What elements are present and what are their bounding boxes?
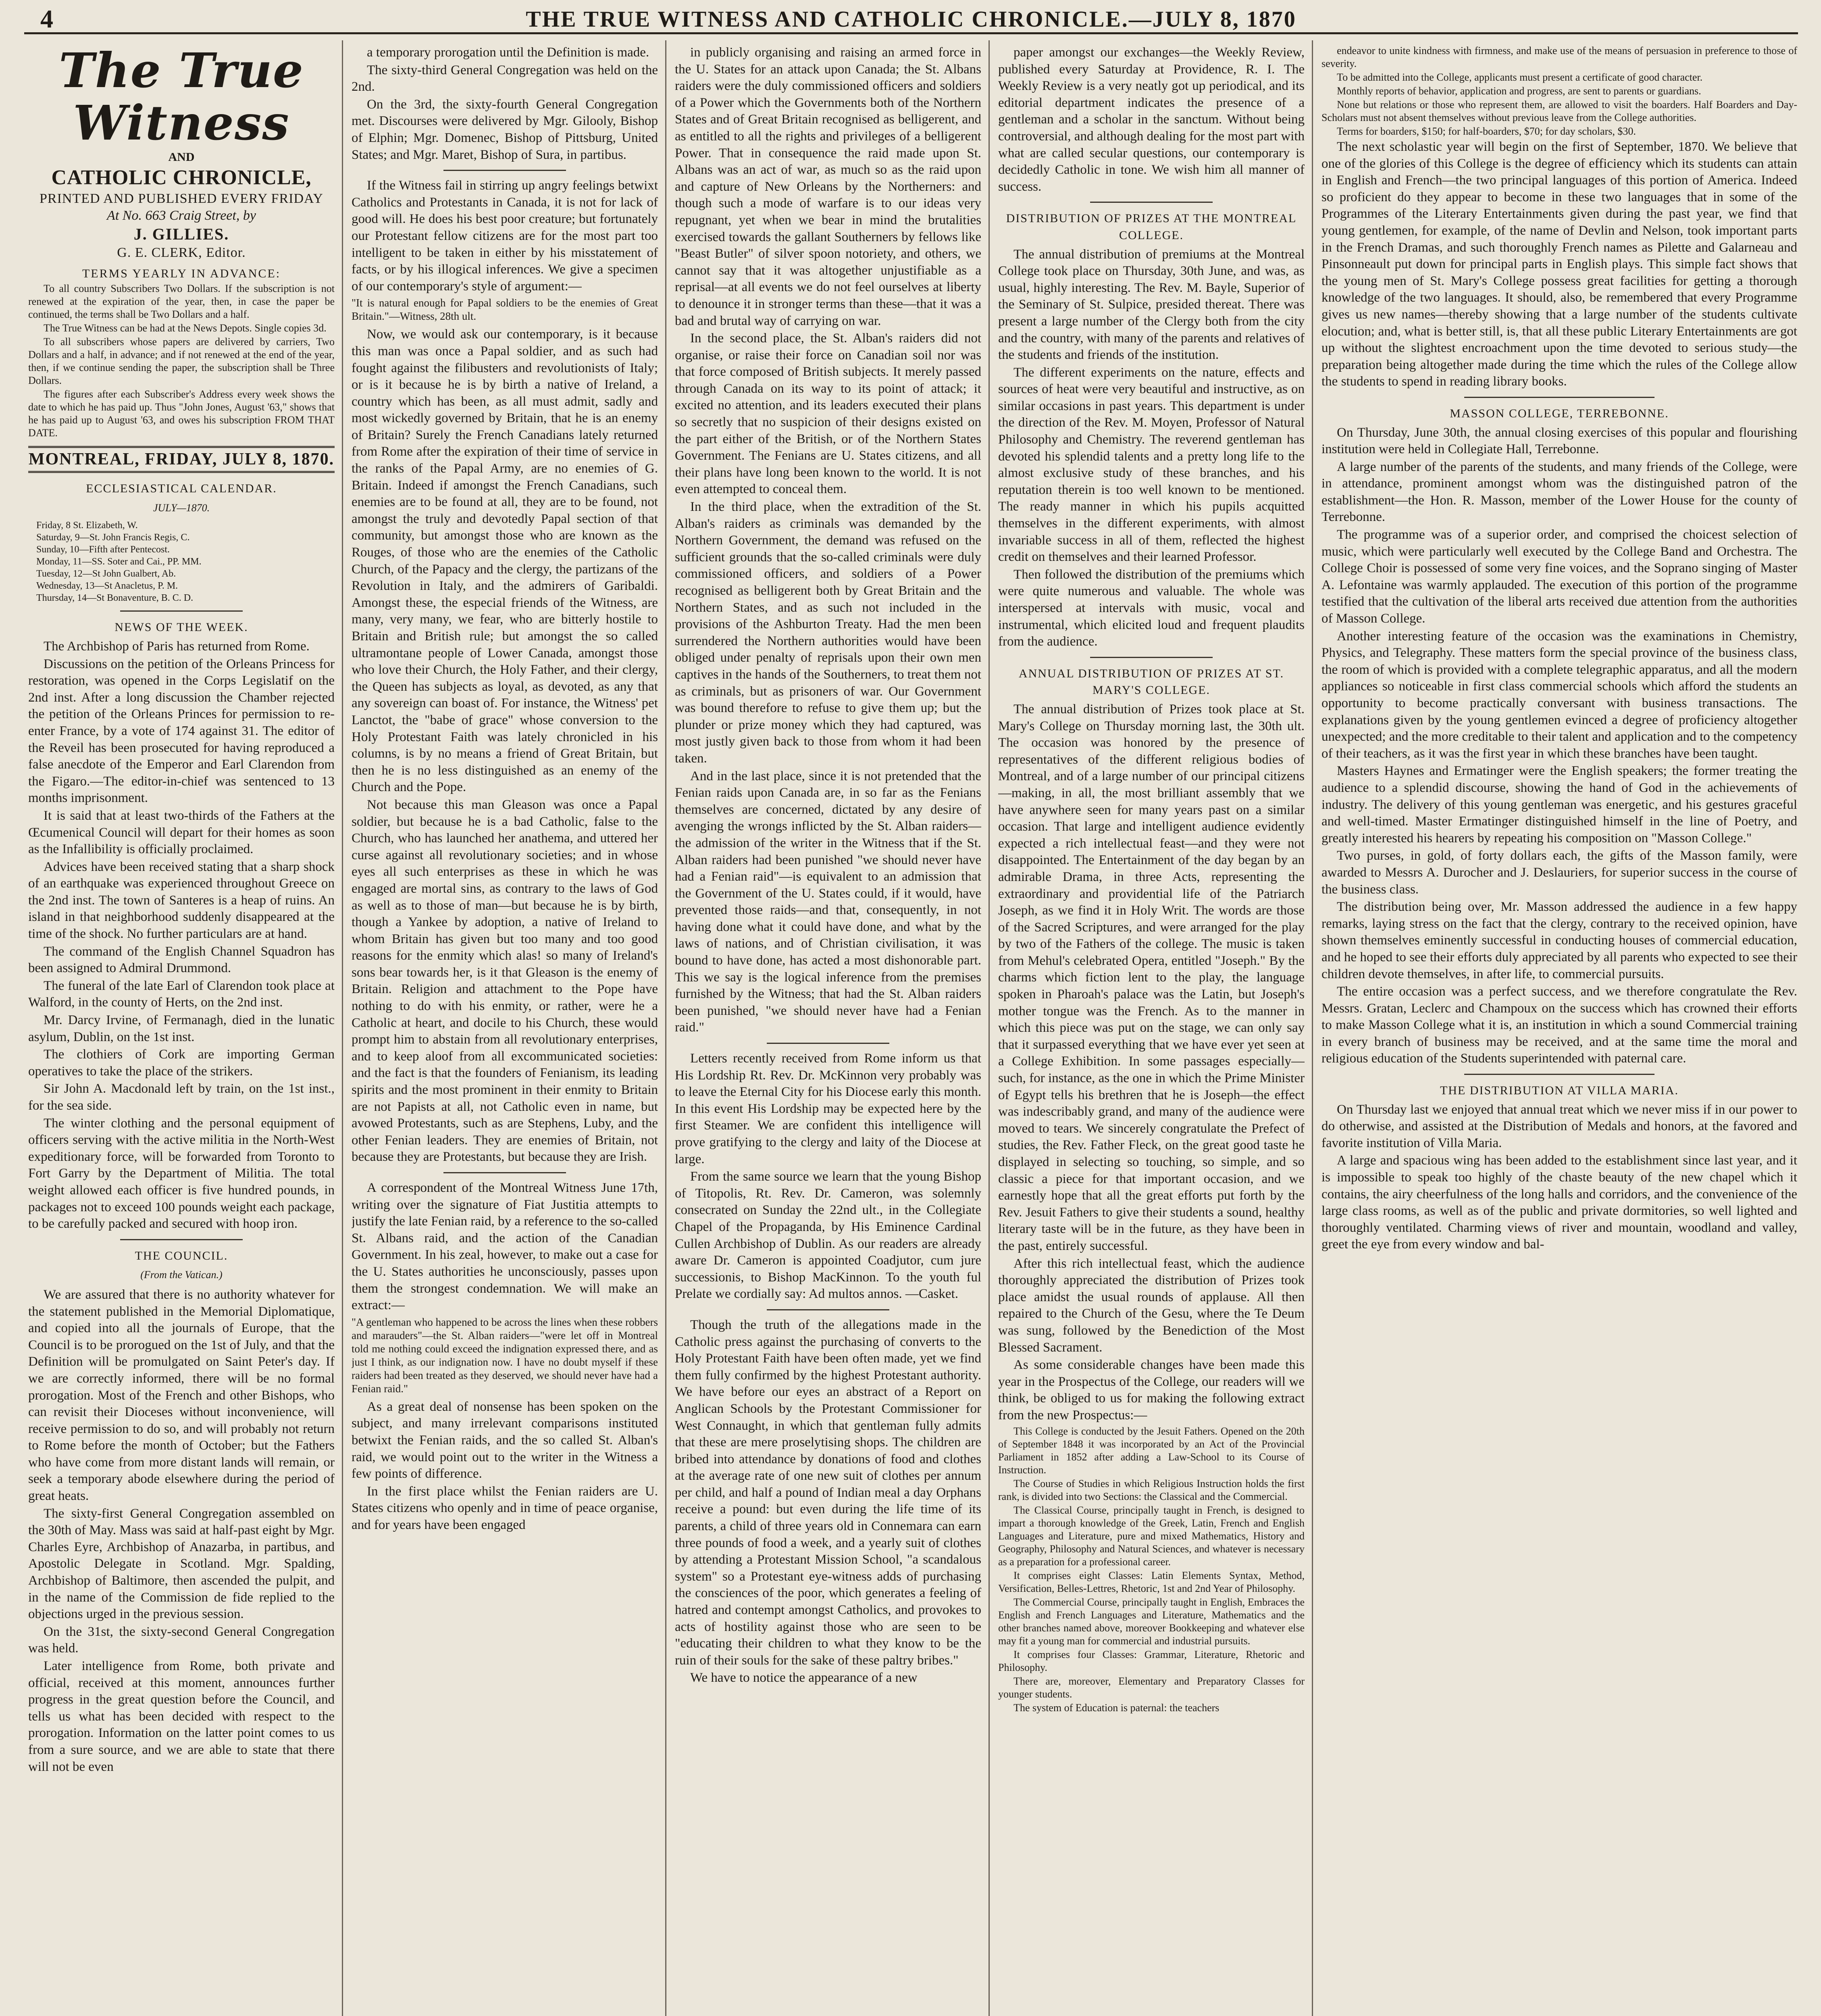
witness-quote: "It is natural enough for Papal soldiers to be the enemies of Great Britain."—Witness, 28th ult. xyxy=(352,297,658,323)
terms-paragraph: To all subscribers whose papers are delivered by carriers, Two Dollars and a half, in advance; and if not renewed at the end of the year, then, if we continue sending the paper, the subscription shall be Three Dollars. xyxy=(28,335,335,386)
editor-line: G. E. CLERK, Editor. xyxy=(117,245,246,260)
article-paragraph: Not because this man Gleason was once a Papal soldier, but because he is a bad Catholic, false to the Church, who has launched her anathema, and uttered her curse against all revolutionary societies; and in whose eyes all such enterprises as these in which he was engaged are mortal sins, as contrary to the laws of God as well as to those of man—but because he is by birth, though a Yankee by adoption, a native of Ireland to whom Britain has given but too many and too good reasons for the enmity which alas! so many of Ireland's sons bear towards her, is it that Gleason is the enemy of Britain. Religion and attachment to the Pope have nothing to do with his enmity, or rather, were he a Catholic at heart, and docile to his Church, these would prompt him to abstain from all revolutionary enterprises, and to keep aloof from all excommunicated societies: and the fact is that the founders of Fenianism, its leading spirits and the most prominent in their enmity to Britain are not Papists at all, not Catholic even in name, but avowed Protestants, such as are Stephens, Luby, and the other Fenian leaders. They are enemies of Britain, not because they are Protestants, but because they are Irish. xyxy=(352,797,658,1164)
article-paragraph: On Thursday, June 30th, the annual closing exercises of this popular and flourishing institution were held in Collegiate Hall, Terrebonne. xyxy=(1322,425,1797,457)
divider xyxy=(1464,397,1655,398)
prospectus-paragraph: There are, moreover, Elementary and Preparatory Classes for younger students. xyxy=(998,1675,1305,1700)
calendar-entry: Sunday, 10—Fifth after Pentecost. xyxy=(36,544,170,555)
prospectus-paragraph: The system of Education is paternal: the teachers xyxy=(1014,1702,1220,1714)
terms-paragraph: The figures after each Subscriber's Address every week shows the date to which he has paid up. Thus "John Jones, August '63," shows that he has paid up to August '63, and owes his subscription FROM THAT DATE. xyxy=(28,388,335,439)
villa-maria-heading: THE DISTRIBUTION AT VILLA MARIA. xyxy=(1440,1084,1679,1098)
council-paragraph: On the 31st, the sixty-second General Congregation was held. xyxy=(28,1624,335,1656)
news-paragraph: The funeral of the late Earl of Clarendon took place at Walford, in the county of Herts, on the 2nd inst. xyxy=(28,978,335,1010)
article-paragraph: From the same source we learn that the young Bishop of Titopolis, Rt. Rev. Dr. Cameron, was solemnly consecrated on Sunday the 22nd ult., in the Collegiate Chapel of the Propaganda, by His Eminence Cardinal Cullen Archbishop of Dublin. As our readers are already aware Dr. Cameron is appointed Coadjutor, cum jure successionis, to Bishop MacKinnon. To the youth ful Prelate we cordially say: Ad multos annos. —Casket. xyxy=(675,1169,981,1302)
divider xyxy=(1464,1074,1655,1075)
calendar-entry: Monday, 11—SS. Soter and Cai., PP. MM. xyxy=(36,556,202,567)
running-title: THE TRUE WITNESS AND CATHOLIC CHRONICLE.—JULY 8, 1870 xyxy=(526,7,1297,32)
article-paragraph: As a great deal of nonsense has been spoken on the subject, and many irrelevant comparisons instituted betwixt the Fenian raids, and the so called St. Alban's raid, we would point out to the writer in the Witness a few points of difference. xyxy=(352,1399,658,1481)
article-paragraph: The sixty-third General Congregation was held on the 2nd. xyxy=(352,62,658,94)
divider xyxy=(120,1239,243,1240)
publisher-name: J. GILLIES. xyxy=(133,225,229,243)
prospectus-paragraph: The Commercial Course, principally taught in English, Embraces the English and French Languages and Literature, Mathematics and the other branches named above, moreover Bookkeeping and whatever else may fit a young man for commercial and industrial pursuits. xyxy=(998,1596,1305,1647)
article-paragraph: A large number of the parents of the students, and many friends of the College, were in attendance, prominent amongst whom was the distinguished patron of the establishment—the Hon. R. Masson, member of the Lower House for the county of Terrebonne. xyxy=(1322,459,1797,525)
article-paragraph: On Thursday last we enjoyed that annual treat which we never miss if in our power to do otherwise, and assisted at the Distribution of Medals and honors, at the favored and favorite institution of Villa Maria. xyxy=(1322,1102,1797,1150)
article-paragraph: On the 3rd, the sixty-fourth General Congregation met. Discourses were delivered by Mgr. Gilooly, Bishop of Elphin; Mgr. Domenec, Bishop of Pittsburg, United States; and Mgr. Maret, Bishop of Sura, in partibus. xyxy=(352,97,658,162)
article-paragraph: Then followed the distribution of the premiums which were quite numerous and valuable. The whole was interspersed at intervals with music, vocal and instrumental, which elicited loud and frequent plaudits from the audience. xyxy=(998,567,1305,649)
st-marys-heading: ANNUAL DISTRIBUTION OF PRIZES AT ST. MARY'S COLLEGE. xyxy=(1018,666,1284,697)
prospectus-paragraph: The Classical Course, principally taught in French, is designed to impart a thorough knowledge of the Greek, Latin, French and English Languages and Literature, pure and mixed Mathematics, History and Geography, Philosophy and Natural Sciences, and whatever is necessary as a preparation for a professional career. xyxy=(998,1504,1305,1568)
correspondent-quote: "A gentleman who happened to be across the lines when these robbers and marauders"—the St. Alban raiders—"were let off in Montreal told me nothing could exceed the indignation expressed there, and as just I think, as our indignation now. I have no doubt myself if these raiders had been treated as they deserved, we should never have had a Fenian raid." xyxy=(352,1316,658,1395)
article-paragraph: The different experiments on the nature, effects and sources of heat were very beautiful and instructive, as on similar occasions in past years. This department is under the direction of the Rev. M. Moyen, Professor of Natural Philosophy and Chemistry. The reverend gentleman has devoted his splendid talents and a pretty long life to the almost exclusive study of these branches, and his reputation therein is too well known to be mentioned. The ready manner in which his pupils acquitted themselves in the different experiments, with almost invariable success in all of them, reflected the highest credit on themselves and their learned Professor. xyxy=(998,365,1305,564)
column-1 xyxy=(28,44,335,2016)
prospectus-paragraph: The Course of Studies in which Religious Instruction holds the first rank, is divided into two Sections: the Classical and the Commercial. xyxy=(998,1477,1305,1502)
news-paragraph: The winter clothing and the personal equipment of officers serving with the active militia in the North-West expeditionary force, will be forwarded from Toronto to Fort Garry by the Department of Militia. The total weight allowed each officer is five hundred pounds, in packages not to exceed 100 pounds weight each package, to be carefully packed and secured with hoop iron. xyxy=(28,1116,335,1231)
masson-college-heading: MASSON COLLEGE, TERREBONNE. xyxy=(1450,406,1669,420)
article-paragraph: If the Witness fail in stirring up angry feelings betwixt Catholics and Protestants in Canada, it is not for lack of good will. He does his best poor creature; but fortunately our Protestant fellow citizens are for the most part too intelligent to be taken in either by his misstatement of facts, or by his illogical inferences. We give a specimen of our contemporary's style of argument:— xyxy=(352,178,658,294)
news-paragraph: The clothiers of Cork are importing German operatives to take the place of the strikers. xyxy=(28,1047,335,1079)
news-paragraph: The Archbishop of Paris has returned from Rome. xyxy=(44,639,310,654)
prospectus-paragraph: Monthly reports of behavior, application and progress, are sent to parents or guardians. xyxy=(1337,85,1701,97)
divider xyxy=(443,170,566,171)
article-paragraph: In the second place, the St. Alban's raiders did not organise, or raise their force on Canadian soil nor was that force composed of British subjects. It merely passed through Canada on its way to its point of attack; it excited no attention, and its leaders executed their plans so secretly that no suspicion of their designs existed on the part either of the British, or of the Northern States Government. The Fenians are U. States citizens, and all their plans have long been known to the world. It is not even attempted to conceal them. xyxy=(675,331,981,497)
council-heading: THE COUNCIL. xyxy=(135,1249,228,1262)
column-2 xyxy=(352,44,658,2016)
prospectus-paragraph: It comprises four Classes: Grammar, Literature, Rhetoric and Philosophy. xyxy=(998,1648,1305,1673)
news-paragraph: The command of the English Channel Squadron has been assigned to Admiral Drummond. xyxy=(28,944,335,976)
article-paragraph: Now, we would ask our contemporary, is it because this man was once a Papal soldier, and as such had fought against the filibusters and revolutionists of Italy; or is it because he is by birth a native of Ireland, a country which has been, as all must admit, sadly and most wickedly governed by Britain, that he is an enemy of Britain? Surely the French Canadians lately returned from Rome after the expiration of their time of service in the ranks of the Papal Army, are no enemies of G. Britain. Indeed if amongst the French Canadians, such enemies are to be found at all, they are to be found, not amongst the truly and devotedly Papal section of that community, but amongst those who are known as the Rouges, of those who are the enemies of the Catholic Church, of the Papacy and the clergy, the partizans of the Revolution in Italy, and the admirers of Garibaldi. Amongst these, the especial friends of the Witness, are many, very many, we fear, who are bitterly hostile to Britain and British rule; but amongst the so called ultramontane people of Lower Canada, amongst those who love their Church, the Holy Father, and their clergy, the Queen has subjects as loyal, as devoted, as any that any sovereign can boast of. For instance, the Witness' pet Lanctot, the "babe of grace" whose conversion to the Holy Protestant Faith was lately chronicled in his columns, is by no means a friend of Great Britain, but then he is no less distinguished as an enemy of the Church and the Pope. xyxy=(352,327,658,795)
article-paragraph: A large and spacious wing has been added to the establishment since last year, and it is impossible to speak too highly of the chaste beauty of the new chapel which it contains, the airy cheerfulness of the long halls and corridors, and the convenience of the large class rooms, as well as of the public and private dormitories, so well lighted and thoroughly ventilated. Charming views of river and mountain, woodland and valley, greet the eye from every window and bal- xyxy=(1322,1153,1797,1252)
article-paragraph: A correspondent of the Montreal Witness June 17th, writing over the signature of Fiat Justitia attempts to justify the late Fenian raid, by a reference to the so-called St. Albans raid, and the action of the Canadian Government. In his zeal, however, to make out a case for the U. States authorities he unconsciously, passes upon them the strongest condemnation. We will make an extract:— xyxy=(352,1181,658,1313)
prospectus-continued xyxy=(1322,44,1797,138)
article-paragraph: Two purses, in gold, of forty dollars each, the gifts of the Masson family, were awarded to Messrs A. Durocher and J. Deslauriers, for superior success in the course of the business class. xyxy=(1322,848,1797,897)
column-rule xyxy=(665,40,666,2016)
dateline: MONTREAL, FRIDAY, JULY 8, 1870. xyxy=(28,446,335,473)
column-rule xyxy=(989,40,990,2016)
council-source: (From the Vatican.) xyxy=(140,1269,223,1281)
masthead-and: AND xyxy=(168,150,195,164)
prospectus-paragraph: This College is conducted by the Jesuit Fathers. Opened on the 20th of September 1848 it was incorporated by an Act of the Provincial Parliament in 1852 after adding a Law-School to its Course of Instruction. xyxy=(998,1425,1305,1476)
calendar-month: JULY—1870. xyxy=(153,502,210,514)
article-paragraph: After this rich intellectual feast, which the audience thoroughly appreciated the distribution of Prizes took place amidst the usual rounds of applause. All then repaired to the Church of the Gesu, where the Te Deum was sung, followed by the Benediction of the Most Blessed Sacrament. xyxy=(998,1256,1305,1355)
page-number: 4 xyxy=(40,4,53,33)
terms-block xyxy=(28,282,335,439)
divider xyxy=(443,1172,566,1173)
masthead xyxy=(28,44,335,261)
article-paragraph: Though the truth of the allegations made in the Catholic press against the purchasing of converts to the Holy Protestant Faith have been often made, yet we find them fully confirmed by the highest Protestant authority. We have before our eyes an abstract of a Report on Anglican Schools by the Protestant Commissioner for West Connaught, in which that gentleman fully admits that these are mere proselytising shops. The children are bribed into attendance by donations of food and clothes at the average rate of one new suit of clothes per annum per child, and half a pound of Indian meal a day Orphans receive a pound: but even during the life time of its parents, a child of three years old in Connemara can earn three pounds of food a week, and a yearly suit of clothes by attending a Protestant Mission School, "a scandalous system" so a Protestant eye-witness adds of purchasing the consciences of the poor, which generates a feeling of hatred and contempt amongst Catholics, and provokes to acts of hostility against those who are seen to be "educating their children to what they know to be the ruin of their souls for the sake of these paltry bribes." xyxy=(675,1317,981,1668)
calendar-entry: Saturday, 9—St. John Francis Regis, C. xyxy=(36,532,190,543)
news-body xyxy=(28,638,335,1233)
calendar-heading: ECCLESIASTICAL CALENDAR. xyxy=(86,482,277,496)
article-paragraph: The next scholastic year will begin on the first of September, 1870. We believe that one of the glories of this College is the degree of efficiency which its students can attain in English and French—the two principal languages of this portion of America. Indeed so proficient do they appear to become in these two languages that in some of the Programmes of the Literary Entertainments given during the past year, we find that young gentlemen, for example, of the name of Devlin and Nelson, took important parts in the French Dramas, and such thoroughly French names as Pilette and Galarneau and Pinsonneault put down for principal parts in English plays. This simple fact shows that the young men of St. Mary's College possess great facilities for getting a thorough knowledge of the two languages. It should, also, be remembered that every Programme gives us new names—thereby showing that a large number of the students cultivate elocution; and, what is better still, is, that all these public Literary Entertainments are got up without the slightest encroachment upon the time devoted to serious study—the preparation being altogether made during the time which the rules of the College allow the students to spend in reading library books. xyxy=(1322,140,1797,389)
prospectus-paragraph: Terms for boarders, $150; for half-boarders, $70; for day scholars, $30. xyxy=(1337,125,1636,137)
article-paragraph: paper amongst our exchanges—the Weekly Review, published every Saturday at Providence, R. I. The Weekly Review is a very neatly got up periodical, and its editorial department indicates the presence of a gentleman and a scholar in the sanctum. Without being controversial, and although dealing for the most part with what are called secular questions, our contemporary is decidedly Catholic in tone. We wish him all manner of success. xyxy=(998,45,1305,194)
news-paragraph: Sir John A. Macdonald left by train, on the 1st inst., for the sea side. xyxy=(28,1081,335,1113)
news-heading: NEWS OF THE WEEK. xyxy=(114,621,248,634)
article-paragraph: The entire occasion was a perfect success, and we therefore congratulate the Rev. Messrs. Gratan, Leclerc and Champoux on the success which has crowned their efforts to make Masson College what it is, an institution in which a sound Commercial training in every branch of business may be received, and at the same time the moral and religious education of the Students superintended with paternal care. xyxy=(1322,984,1797,1066)
prospectus-paragraph: To be admitted into the College, applicants must present a certificate of good character. xyxy=(1337,71,1703,83)
column-4 xyxy=(998,44,1305,2016)
newspaper-title: The True Witness xyxy=(58,44,304,151)
montreal-college-heading: DISTRIBUTION OF PRIZES AT THE MONTREAL COLLEGE. xyxy=(1006,212,1297,242)
news-paragraph: Mr. Darcy Irvine, of Fermanagh, died in the lunatic asylum, Dublin, on the 1st inst. xyxy=(28,1013,335,1044)
article-paragraph: The distribution being over, Mr. Masson addressed the audience in a few happy remarks, laying stress on the fact that the clergy, contrary to the received opinion, have shown themselves eminently successful in conducting houses of commercial education, and he hoped to see their efforts duly appreciated by all parents who expected to see their children devote themselves, in after life, to commercial pursuits. xyxy=(1322,900,1797,981)
council-paragraph: The sixty-first General Congregation assembled on the 30th of May. Mass was said at half-past eight by Mgr. Charles Eyre, Archbishop of Anazarba, in partibus, and Apostolic Delegate in Scotland. Mgr. Spalding, Archbishop of Baltimore, then ascended the pulpit, and in the name of the Commission de fide replied to the objections urged in the previous session. xyxy=(28,1506,335,1622)
article-paragraph: And in the last place, since it is not pretended that the Fenian raids upon Canada are, in so far as the Fenians themselves are concerned, dictated by any desire of avenging the wrongs inflicted by the St. Alban raiders—the admission of the writer in the Witness that if the St. Alban raiders had been punished "we should never have had a Fenian raid"—is equivalent to an admission that the Government of the U. States could, if it would, have prevented those raids—and that, consequently, in not having done what it could have done, and what by the laws of nations, and of Christian civilisation, it was bound to have done, has acted a most dishonorable part. This we say is the logical inference from the premises furnished by the Witness; that had the St. Alban raiders been punished, "we should never have had a Fenian raid." xyxy=(675,768,981,1035)
calendar-entry: Wednesday, 13—St Anacletus, P. M. xyxy=(36,581,178,591)
column-5 xyxy=(1322,44,1797,2016)
calendar-entry: Tuesday, 12—St John Gualbert, Ab. xyxy=(36,569,176,579)
news-paragraph: Advices have been received stating that a sharp shock of an earthquake was experienced throughout Greece on the 2nd inst. The town of Santeres is a heap of ruins. An island in that neighborhood suddenly disappeared at the time of the shock. No further particulars are at hand. xyxy=(28,859,335,941)
article-paragraph: Masters Haynes and Ermatinger were the English speakers; the former treating the audience to a splendid discourse, showing the hand of God in the achievements of industry. The delivery of this young gentleman was energetic, and his gestures graceful and well-timed. Master Ermatinger distinguished himself in the line of Poetry, and greatly interested his hearers by repeating his composition on "Masson College." xyxy=(1322,764,1797,846)
article-paragraph: In the third place, when the extradition of the St. Alban's raiders as criminals was demanded by the Northern Government, the demand was refused on the sufficient grounds that the so-called criminals were duly commissioned officers, and soldiers of a Power recognised as belligerent both by Great Britain and the Northern States, and as such not included in the provisions of the Ashburton Treaty. Had the men been surrendered the Northern authorities would have been obliged under penalty of reprisals upon their own men captives in the hands of the Southerners, to treat them not as criminals, but as prisoners of war. Our Government was bound therefore to refuse to give them up; but the plunder or prize money which they had captured, was most justly given back to those from whom it had been taken. xyxy=(675,500,981,766)
column-3 xyxy=(675,44,981,2016)
terms-paragraph: To all country Subscribers Two Dollars. If the subscription is not renewed at the expiration of the year, then, in case the paper be continued, the terms shall be Two Dollars and a half. xyxy=(28,282,335,320)
calendar-list xyxy=(28,519,335,604)
page-header xyxy=(24,4,1798,34)
council-paragraph: We are assured that there is no authority whatever for the statement published in the Memorial Diplomatique, and copied into all the journals of Europe, that the Council is to be prorogued on the 1st of July, and that the Definition will be promulgated on Saint Peter's day. If we are correctly informed, there will be no formal prorogation. Most of the French and other Bishops, who can revisit their Dioceses without inconvenience, will receive permission to do so, and will probably not return to Rome before the month of October; but the Fathers who have come from more distant lands will remain, or seek a temporary abode elsewhere during the period of great heats. xyxy=(28,1287,335,1504)
prospectus-paragraph: It comprises eight Classes: Latin Elements Syntax, Method, Versification, Belles-Lettres, Rhetoric, 1st and 2nd Year of Philosophy. xyxy=(998,1569,1305,1594)
article-paragraph: in publicly organising and raising an armed force in the U. States for an attack upon Canada; the St. Albans raiders were the duly commissioned officers and soldiers of a Power which the Governments both of the Northern States and of Great Britain recognised as belligerent, and as entitled to all the rights and privileges of a belligerent Power. That in consequence the raid made upon St. Albans was an act of war, as much so as the raid upon and capture of New Orleans by the Northerners: and though such a mode of warfare is to our ideas very repugnant, yet when we bear in mind the brutalities exercised towards the gallant Southerners by fellows like "Beast Butler" of silver spoon notoriety, and others, we cannot say that it was altogether unjustifiable as a reprisal—at all events we do not feel ourselves at liberty to denounce it in stronger terms than these—that it was a bad and brutal way of carrying on war. xyxy=(675,45,981,328)
council-body xyxy=(28,1287,335,1775)
article-paragraph: The programme was of a superior order, and comprised the choicest selection of music, which were particularly well executed by the College Band and Orchestra. The College Choir is possessed of some very fine voices, and the Soprano singing of Master A. Lefontaine was warmly applauded. The execution of this portion of the programme testified that the cultivation of the liberal arts received due attention from the authorities of Masson College. xyxy=(1322,527,1797,626)
column-rule xyxy=(1312,40,1313,2016)
divider xyxy=(120,610,243,612)
divider xyxy=(1090,657,1213,658)
newspaper-subtitle: CATHOLIC CHRONICLE, xyxy=(51,166,312,189)
prospectus-paragraph: endeavor to unite kindness with firmness, and make use of the means of persuasion in preference to those of severity. xyxy=(1322,45,1797,69)
prospectus-paragraph: None but relations or those who represent them, are allowed to visit the boarders. Half Boarders and Day-Scholars must not absent themselves without previous leave from the College authorities. xyxy=(1322,99,1797,123)
terms-heading: TERMS YEARLY IN ADVANCE: xyxy=(82,267,281,280)
news-paragraph: It is said that at least two-thirds of the Fathers at the Œcumenical Council will depart for their homes as soon as the Infallibility is officially proclaimed. xyxy=(28,808,335,857)
divider xyxy=(767,1309,889,1310)
printed-line: PRINTED AND PUBLISHED EVERY FRIDAY xyxy=(40,191,323,206)
news-paragraph: Discussions on the petition of the Orleans Princess for restoration, was opened in the Corps Legislatif on the 2nd inst. After a long discussion the Chamber rejected the petition of the Orleans Princes for permission to re-enter France, by a vote of 174 against 31. The editor of the Reveil has been prosecuted for having reproduced a false anecdote of the Emperor and Earl Clarendon from the Figaro.—The editor-in-chief was sentenced to 13 months imprisonment. xyxy=(28,656,335,806)
divider xyxy=(767,1043,889,1044)
article-paragraph: The annual distribution of Prizes took place at St. Mary's College on Thursday morning last, the 30th ult. The occasion was honored by the presence of representatives of the different religious bodies of Montreal, and of a large number of our principal citizens—making, in all, the most brilliant assembly that we have anywhere seen for many years past on a similar occasion. That large and intelligent audience evidently expected a rich intellectual feast—and they were not disappointed. The Entertainment of the day began by an admirable Drama, in three Acts, representing the extraordinary and providential life of the Patriarch Joseph, as we find it in Holy Writ. The words are those of the Sacred Scriptures, and were arranged for the play by two of the Fathers of the college. The music is taken from Mehul's celebrated Opera, entitled "Joseph." By the charms which fiction lent to the play, the language spoken in Pharoah's palace was the Latin, but Joseph's mother tongue was the French. As to the manner in which this piece was put on the stage, we can only say that it surpassed everything that we have ever yet seen at a College Exhibition. In some passages especially—such, for instance, as the one in which the Prime Minister of Egypt tells his brethren that he is Joseph—the effect was indescribably grand, and many of the audience were moved to tears. We sincerely congratulate the Prefect of studies, the Rev. Father Fleck, on the great good taste he displayed in selecting so touching, so simple, and so classic a piece for that important occasion, and we earnestly hope that all the great efforts put forth by the Rev. Jesuit Fathers to give their students a sound, healthy literary taste will be in the future, as they have been in the past, entirely successful. xyxy=(998,702,1305,1253)
terms-paragraph: The True Witness can be had at the News Depots. Single copies 3d. xyxy=(44,322,327,334)
article-paragraph: a temporary prorogation until the Definition is made. xyxy=(367,45,649,60)
council-paragraph: Later intelligence from Rome, both private and official, received at this moment, announces further progress in the great question before the Council, and tells us what has been decided with respect to the prorogation. Information on the latter point comes to us from a sure source, and we are able to state that there will not be even xyxy=(28,1659,335,1774)
address-line: At No. 663 Craig Street, by xyxy=(107,208,256,223)
column-rule xyxy=(342,40,343,2016)
article-paragraph: Letters recently received from Rome inform us that His Lordship Rt. Rev. Dr. McKinnon very probably was to leave the Eternal City for his Diocese early this month. In this event His Lordship may be expected here by the first Steamer. We are confident this intelligence will prove gratifying to the clergy and laity of the Diocese at large. xyxy=(675,1051,981,1166)
prospectus-extract xyxy=(998,1425,1305,1714)
article-paragraph: The annual distribution of premiums at the Montreal College took place on Thursday, 30th June, and was, as usual, highly interesting. The Rev. M. Bayle, Superior of the Seminary of St. Sulpice, presided thereat. There was present a large number of the Clergy both from the city and the country, with many of the parents and relatives of the students and friends of the institution. xyxy=(998,247,1305,362)
calendar-entry: Friday, 8 St. Elizabeth, W. xyxy=(36,520,138,531)
divider xyxy=(1090,202,1213,203)
article-paragraph: We have to notice the appearance of a new xyxy=(690,1670,918,1685)
article-paragraph: Another interesting feature of the occasion was the examinations in Chemistry, Physics, and Telegraphy. These matters form the special province of the business class, the room of which is provided with a complete telegraphic apparatus, and all the modern appliances so noticeable in first class commercial schools which afford the students an opportunity to become practically conversant with business transactions. The explanations given by the young gentlemen evinced a degree of proficiency altogether unexpected; and the more creditable to their talent and application and to the competency of their teachers, as it was the first year in which these branches have been taught. xyxy=(1322,629,1797,761)
article-paragraph: In the first place whilst the Fenian raiders are U. States citizens who openly and in time of peace organise, and for years have been engaged xyxy=(352,1484,658,1532)
article-paragraph: As some considerable changes have been made this year in the Prospectus of the College, our readers will we think, be obliged to us for making the following extract from the new Prospectus:— xyxy=(998,1358,1305,1422)
calendar-entry: Thursday, 14—St Bonaventure, B. C. D. xyxy=(36,593,194,604)
